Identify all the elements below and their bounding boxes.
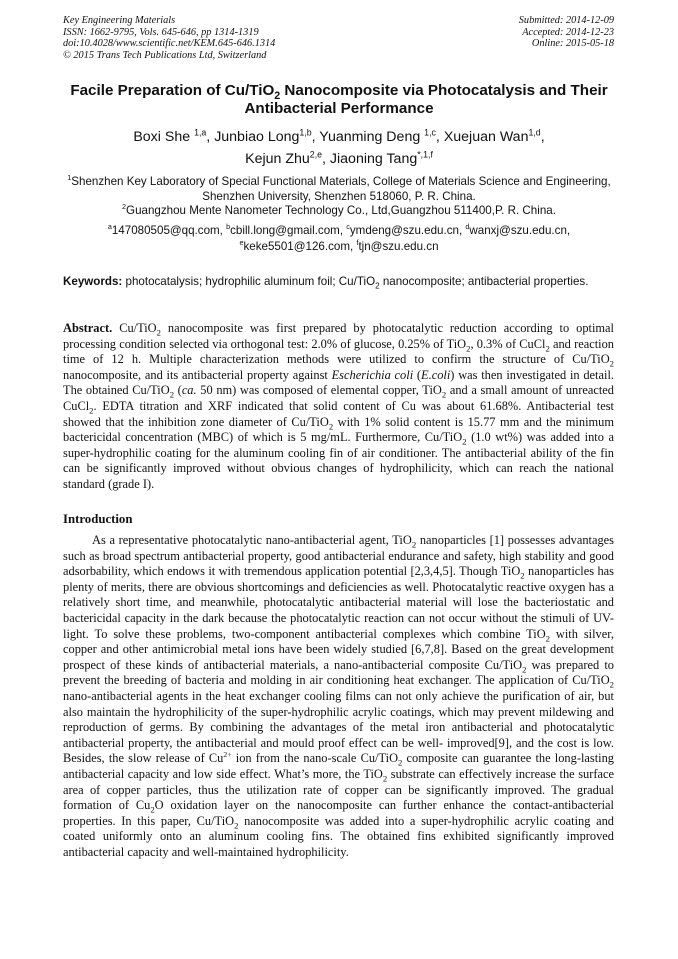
email-link: 147080505@qq.com, <box>111 224 227 237</box>
author-name: Yuanming Deng <box>319 129 425 145</box>
author-name: Boxi She <box>133 129 195 145</box>
author-list: Boxi She $^{1,a}$, Junbiao Long$^{1,b}$, Yuanming Deng $^{1,c}$, Xuejuan Wan$^{1,d}$, Kejun Zhu$^{2,e}$, Jiaoning Tang$^{*,1,f}$ <box>133 127 545 167</box>
keywords-label: Keywords: <box>63 275 123 288</box>
journal-name: Key Engineering Materials <box>63 15 176 26</box>
submitted-date: Submitted: 2014-12-09 <box>518 15 614 26</box>
author-name: Junbiao Long <box>214 129 300 145</box>
email-link: tjn@szu.edu.cn <box>358 239 439 253</box>
affiliations <box>58 175 620 219</box>
introduction-paragraph: As a representative photocatalytic nano-antibacterial agent, TiO$_2$ nanoparticles [1] possesses advantages such as broad spectrum antibacterial property, good antibacterial endurance and safety, high stability and good adsorbability, which endows it with tremendous application potential [2,3,4,5]. Though TiO$_2$ nanoparticles has plenty of merits, there are obvious shortcomings and deficiencies as well. Photocatalytic reactive oxygen has a relatively short time, and meanwhile, photocatalytic antibacterial material will lose the bacteriostatic and bactericidal capacity in the dark because the photocatalytic reaction can not occur without the stimuli of UV-light. To solve these problems, two-component antibacterial complexes which combine TiO$_2$ with silver, copper and other antimicrobial metal ions have been widely studied [6,7,8]. Based on the great development prospect of these kinds of antibacterial materials, a nano-antibacterial composite Cu/TiO$_2$ was prepared to prevent the breeding of bacteria and molding in air conditioning heat exchanger. The application of Cu/TiO$_2$ nano-antibacterial agents in the heat exchanger cooling films can not only achieve the purification of air, but also maintain the hydrophilicity of the super-hydrophilic acrylic coatings, which may prevent mildewing and reproduction of germs. By combining the advantages of the metal iron antibacterial and photocatalytic antibacterial property, the antibacterial and mould proof effect can be well- improved[9], and the cost is low. Besides, the slow release of $Cu^{2+}$ ion from the nano-scale Cu/TiO$_2$ composite can guarantee the long-lasting antibacterial capacity and low side effect. What’s more, the TiO$_2$ substrate can effectively increase the surface area of copper particles, thus the utilization rate of copper can be significantly improved. The gradual formation of $Cu_2O$ oxidation layer on the nanocomposite can further enhance the contact-antibacterial properties. In this paper, Cu/TiO$_2$ nanocomposite was added into a super-hydrophilic acrylic coating and coated uniformly onto an aluminum cooling fins. The obtained fins exhibited significantly improved antibacterial capacity and well-maintained hydrophilicity. <box>63 533 615 859</box>
copyright-line: © 2015 Trans Tech Publications Ltd, Switzerland <box>63 49 267 61</box>
author-name: Jiaoning Tang <box>329 151 418 167</box>
paper-title: Facile Preparation of Cu/TiO$_2$ Nanocomposite via Photocatalysis and Their Antibacterial Performance <box>70 82 608 117</box>
accepted-date: Accepted: 2014-12-23 <box>522 26 614 38</box>
email-link: cbill.long@gmail.com, <box>230 224 347 237</box>
email-link: wanxj@szu.edu.cn, <box>469 224 571 237</box>
email-list: $^a$147080505@qq.com, $^b$cbill.long@gmail.com, $^c$ymdeng@szu.edu.cn, $^d$wanxj@szu.edu.cn, $^e$keke5501@126.com, $^f$tjn@szu.edu.cn <box>107 222 571 253</box>
doi-line: doi:10.4028/www.scientific.net/KEM.645-646.1314 <box>63 38 276 50</box>
affiliation-1: $^1$Shenzhen Key Laboratory of Special Functional Materials, College of Materials Science and Engineering, Shenzhen University, Shenzhen 518060, P. R. China. <box>67 173 611 203</box>
keywords: Keywords: photocatalysis; hydrophilic aluminum foil; Cu/TiO$_2$ nanocomposite; antibacterial properties. <box>63 275 589 291</box>
introduction-heading: Introduction <box>63 512 133 526</box>
affiliation-2: $^2$Guangzhou Mente Nanometer Technology Co., Ltd,Guangzhou 511400,P. R. China. <box>122 202 556 218</box>
author-name: Xuejuan Wan <box>443 129 529 145</box>
issn-line: ISSN: 1662-9795, Vols. 645-646, pp 1314-1319 <box>63 26 259 38</box>
abstract-label: Abstract. <box>63 321 113 335</box>
abstract: Abstract. Cu/TiO$_2$ nanocomposite was first prepared by photocatalytic reduction according to optimal processing condition selected via orthogonal test: 2.0% of glucose, 0.25% of TiO$_2$, 0.3% of CuCl$_2$ and reaction time of 12 h. Multiple characterization methods were utilized to confirm the structure of Cu/TiO$_2$ nanocomposite, and its antibacterial property against Escherichia coli (E.coli) was then investigated in detail. The obtained Cu/TiO$_2$ (ca. 50 nm) was composed of elemental copper, TiO$_2$ and a small amount of unreacted CuCl$_2$. EDTA titration and XRF indicated that solid content of Cu was about 61.68%. Antibacterial test showed that the inhibition zone diameter of Cu/TiO$_2$ with 1% solid content is 15.77 mm and the minimum bactericidal concentration (MBC) of which is 5 mg/mL. Furthermore, Cu/TiO$_2$ (1.0 wt%) was added into a super-hydrophilic coating for the aluminum cooling fin of air conditioner. The antibacterial ability of the fin can be significantly improved without obvious changes of hydrophilicity, which can reach the national standard (grade I). <box>63 321 615 491</box>
email-link: keke5501@126.com, <box>243 239 357 253</box>
email-link: ymdeng@szu.edu.cn, <box>349 224 466 237</box>
dates-info <box>519 15 614 50</box>
online-date: Online: 2015-05-18 <box>531 38 614 50</box>
author-name: Kejun Zhu <box>245 151 310 167</box>
journal-info <box>63 15 275 61</box>
